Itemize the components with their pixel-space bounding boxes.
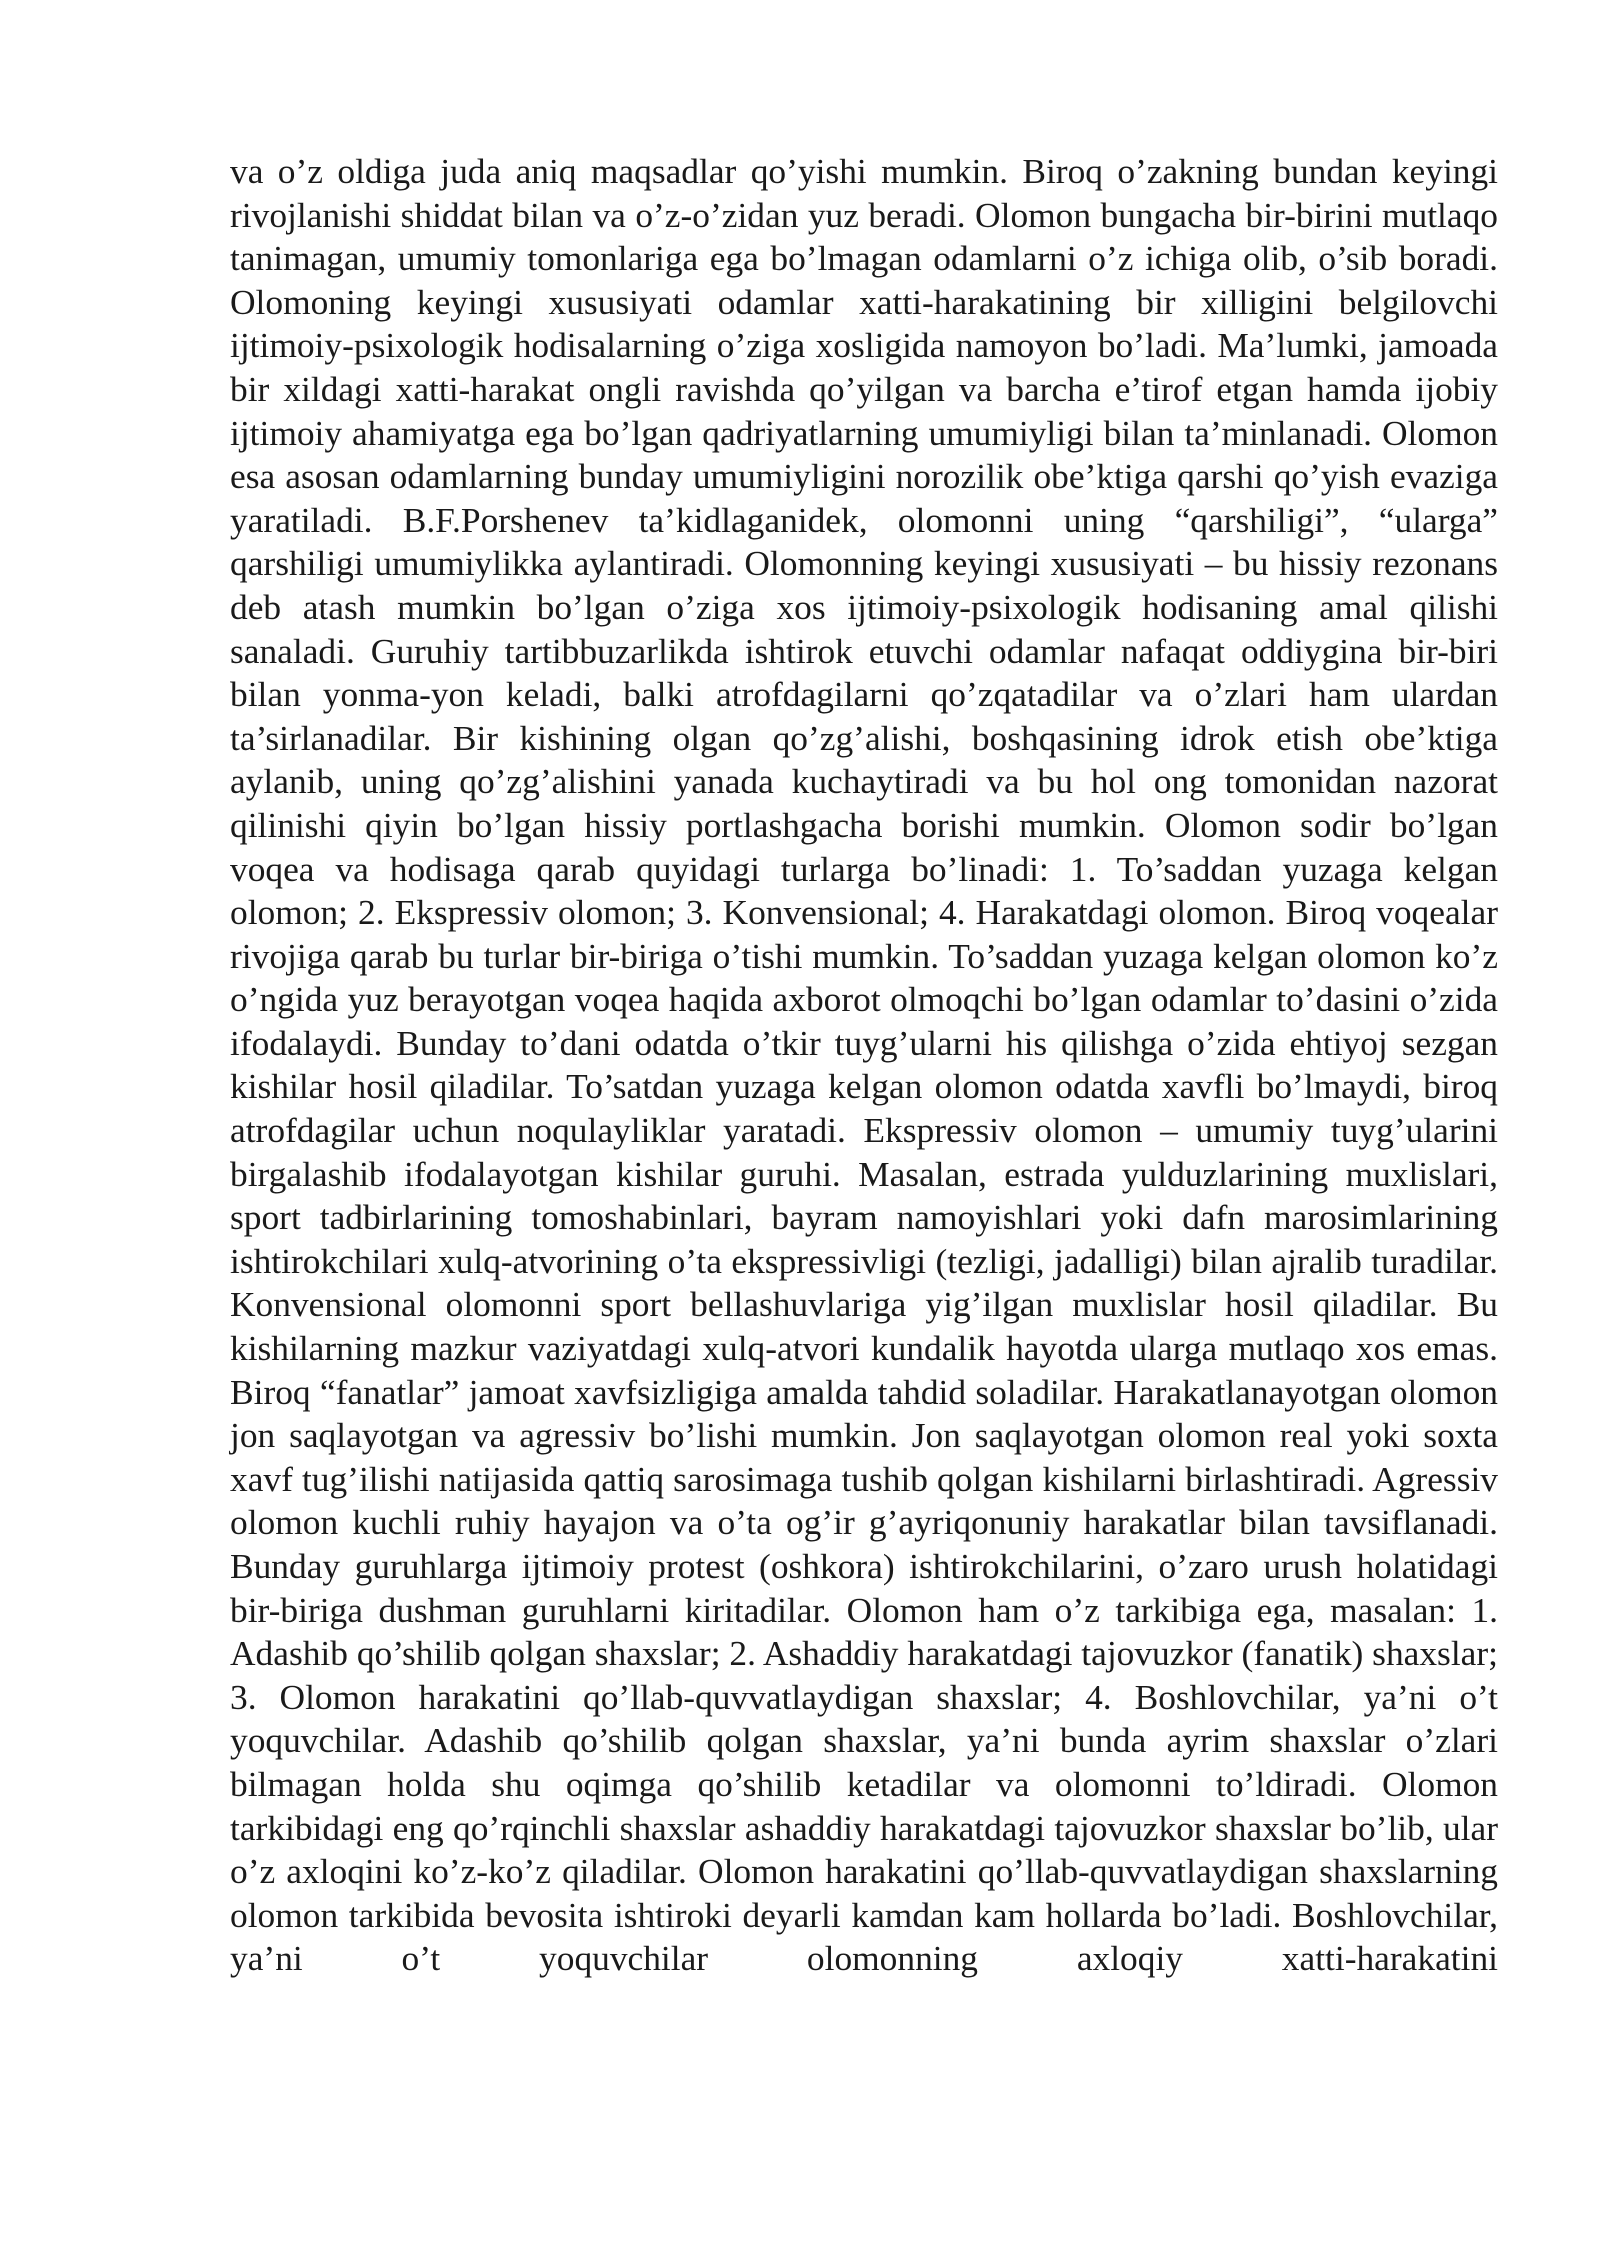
body-paragraph: va o’z oldiga juda aniq maqsadlar qo’yishi mumkin. Biroq o’zakning bundan keyingi rivojlanishi shiddat bilan va o’z-o’zidan yuz beradi. Olomon bungacha bir-birini mutlaqo tanimagan, umumiy tomonlariga ega bo’lmagan odamlarni o’z ichiga olib, o’sib boradi. Olomoning keyingi xususiyati odamlar xatti-harakatining bir xilligini belgilovchi ijtimoiy-psixologik hodisalarning o’ziga xosligida namoyon bo’ladi. Ma’lumki, jamoada bir xildagi xatti-harakat ongli ravishda qo’yilgan va barcha e’tirof etgan hamda ijobiy ijtimoiy ahamiyatga ega bo’lgan qadriyatlarning umumiyligi bilan ta’minlanadi. Olomon esa asosan odamlarning bunday umumiyligini norozilik obe’ktiga qarshi qo’yish evaziga yaratiladi. B.F.Porshenev ta’kidlaganidek, olomonni uning “qarshiligi”, “ularga” qarshiligi umumiylikka aylantiradi. Olomonning keyingi xususiyati – bu hissiy rezonans deb atash mumkin bo’lgan o’ziga xos ijtimoiy-psixologik hodisaning amal qilishi sanaladi. Guruhiy tartibbuzarlikda ishtirok etuvchi odamlar nafaqat oddiygina bir-biri bilan yonma-yon keladi, balki atrofdagilarni qo’zqatadilar va o’zlari ham ulardan ta’sirlanadilar. Bir kishining olgan qo’zg’alishi, boshqasining idrok etish obe’ktiga aylanib, uning qo’zg’alishini yanada kuchaytiradi va bu hol ong tomonidan nazorat qilinishi qiyin bo’lgan hissiy portlashgacha borishi mumkin. Olomon sodir bo’lgan voqea va hodisaga qarab quyidagi turlarga bo’linadi: 1. To’saddan yuzaga kelgan olomon; 2. Ekspressiv olomon; 3. Konvensional; 4. Harakatdagi olomon. Biroq voqealar rivojiga qarab bu turlar bir-biriga o’tishi mumkin. To’saddan yuzaga kelgan olomon ko’z o’ngida yuz berayotgan voqea haqida axborot olmoqchi bo’lgan odamlar to’dasini o’zida ifodalaydi. Bunday to’dani odatda o’tkir tuyg’ularni his qilishga o’zida ehtiyoj sezgan kishilar hosil qiladilar. To’satdan yuzaga kelgan olomon odatda xavfli bo’lmaydi, biroq atrofdagilar uchun noqulayliklar yaratadi. Ekspressiv olomon – umumiy tuyg’ularini birgalashib ifodalayotgan kishilar guruhi. Masalan, estrada yulduzlarining muxlislari, sport tadbirlarining tomoshabinlari, bayram namoyishlari yoki dafn marosimlarining ishtirokchilari xulq-atvorining o’ta ekspressivligi (tezligi, jadalligi) bilan ajralib turadilar. Konvensional olomonni sport bellashuvlariga yig’ilgan muxlislar hosil qiladilar. Bu kishilarning mazkur vaziyatdagi xulq-atvori kundalik hayotda ularga mutlaqo xos emas. Biroq “fanatlar” jamoat xavfsizligiga amalda tahdid soladilar. Harakatlanayotgan olomon jon saqlayotgan va agressiv bo’lishi mumkin. Jon saqlayotgan olomon real yoki soxta xavf tug’ilishi natijasida qattiq sarosimaga tushib qolgan kishilarni birlashtiradi. Agressiv olomon kuchli ruhiy hayajon va o’ta og’ir g’ayriqonuniy harakatlar bilan tavsiflanadi. Bunday guruhlarga ijtimoiy protest (oshkora) ishtirokchilarini, o’zaro urush holatidagi bir-biriga dushman guruhlarni kiritadilar. Olomon ham o’z tarkibiga ega, masalan: 1. Adashib qo’shilib qolgan shaxslar; 2. Ashaddiy harakatdagi tajovuzkor (fanatik) shaxslar; 3. Olomon harakatini qo’llab-quvvatlaydigan shaxslar; 4. Boshlovchilar, ya’ni o’t yoquvchilar. Adashib qo’shilib qolgan shaxslar, ya’ni bunda ayrim shaxslar o’zlari bilmagan holda shu oqimga qo’shilib ketadilar va olomonni to’ldiradi. Olomon tarkibidagi eng qo’rqinchli shaxslar ashaddiy harakatdagi tajovuzkor shaxslar bo’lib, ular o’z axloqini ko’z-ko’z qiladilar. Olomon harakatini qo’llab-quvvatlaydigan shaxslarning olomon tarkibida bevosita ishtiroki deyarli kamdan kam hollarda bo’ladi. Boshlovchilar, ya’ni o’t yoquvchilar olomonning axloqiy xatti-harakatini [230,151,1498,1979]
